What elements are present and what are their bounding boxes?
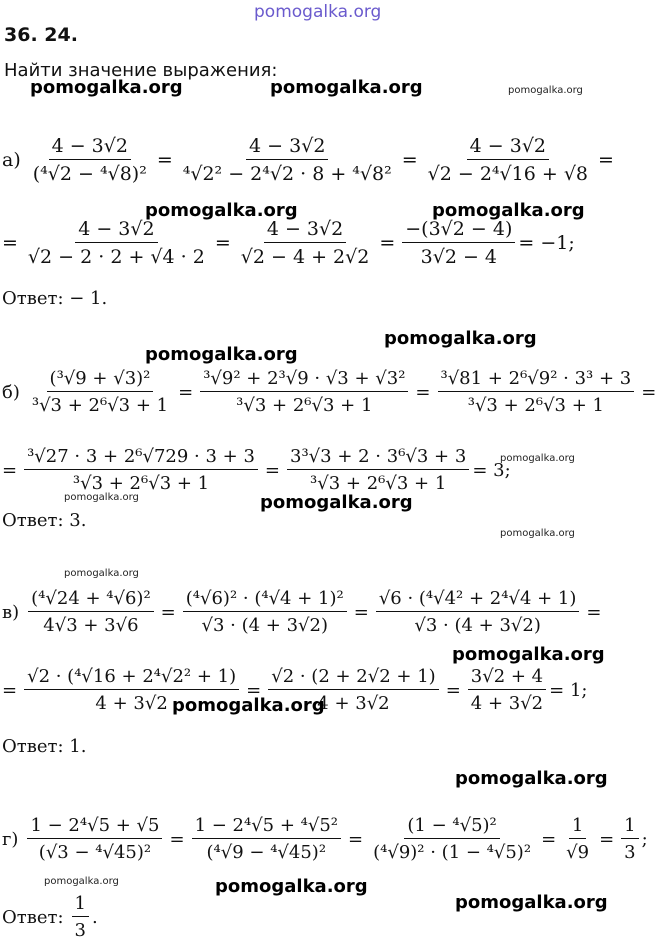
answer-v: Ответ: 1. (2, 736, 87, 757)
fraction (28, 588, 154, 636)
watermark: pomogalka.org (64, 492, 139, 503)
numerator: √6 · (⁴√4² + 2⁴√4 + 1) (376, 588, 580, 612)
watermark: pomogalka.org (270, 77, 423, 98)
denominator: 4 + 3√2 (95, 693, 168, 714)
problem-statement: Найти значение выражения: (4, 60, 278, 81)
numerator: √2 · (2 + 2√2 + 1) (268, 666, 438, 690)
part-g-line-1: г) $\frac{\text{1 − 2⁴√5 + √5}}{\text{(√3 − ⁴√45)²}}$ = $\frac{\text{1 − 2⁴√5 + ⁴√5²}}{\text{(⁴√9 − ⁴√45)²}}$ = $\frac{\text{(1 − ⁴√5)²}}{\text{(⁴√9)² · (1 − ⁴√5)²}}$ = $\frac{1}{√9}$ = $\frac{1}{3}$ ; (2, 815, 648, 863)
fraction (402, 218, 515, 268)
fraction (621, 815, 638, 863)
numerator: (⁴√6)² · (⁴√4 + 1)² (183, 588, 347, 612)
denominator: √2 − 2⁴√16 + √8 (427, 163, 589, 185)
watermark-top[interactable]: pomogalka.org (254, 2, 382, 22)
denominator: 3√2 − 4 (420, 246, 497, 268)
numerator: (³√9 + √3)² (47, 368, 154, 392)
answer-g (2, 893, 98, 941)
part-a-line-1: а) $\frac{4 - 3√2}{\text{(⁴√2 − ⁴√8)²}}$ = $\frac{4 - 3√2}{\text{⁴√2² − 2⁴√2 · 8 + ⁴√8²}}$ = $\frac{4 - 3√2}{\text{√2 − 2⁴√16 + √8}}$ = (2, 135, 614, 185)
denominator: 4 + 3√2 (317, 693, 390, 714)
problem-number: 36. 24. (4, 24, 78, 46)
part-label: а) (2, 149, 21, 171)
part-label: б) (2, 381, 20, 403)
fraction (25, 218, 208, 268)
part-a-line-2: = $\frac{4 - 3√2}{√2 - 2 \cdot 2 + √4 \cdot 2}$ = $\frac{4 - 3√2}{√2 - 4 + 2√2}$ = $\frac{-(3√2 - 4)}{3√2 - 4}$ = −1; (2, 218, 575, 268)
numerator: 1 − 2⁴√5 + ⁴√5² (192, 815, 341, 839)
result: = −1; (518, 232, 575, 254)
watermark: pomogalka.org (500, 453, 575, 464)
part-b-line-2: = $\frac{\text{³√27 · 3 + 2⁶√729 · 3 + 3}}{\text{³√3 + 2⁶√3 + 1}}$ = $\frac{\text{3³√3 + 2 · 3⁶√3 + 3}}{\text{³√3 + 2⁶√3 + 1}}$ = 3; (2, 446, 511, 494)
watermark: pomogalka.org (44, 876, 119, 887)
fraction (376, 588, 580, 636)
answer-b: Ответ: 3. (2, 510, 87, 531)
numerator: 3³√3 + 2 · 3⁶√3 + 3 (287, 446, 469, 470)
numerator: 4 − 3√2 (264, 218, 346, 243)
numerator: 3√2 + 4 (468, 666, 546, 690)
fraction (192, 815, 341, 863)
denominator: √2 − 4 + 2√2 (240, 246, 370, 268)
denominator: (⁴√2 − ⁴√8)² (32, 163, 147, 185)
denominator: (√3 − ⁴√45)² (38, 842, 152, 863)
numerator: 4 − 3√2 (75, 218, 157, 243)
watermark: pomogalka.org (455, 892, 608, 913)
denominator: 3 (624, 842, 636, 863)
denominator: ³√3 + 2⁶√3 + 1 (467, 395, 604, 416)
numerator: √2 · (⁴√16 + 2⁴√2² + 1) (24, 666, 239, 690)
denominator: ³√3 + 2⁶√3 + 1 (310, 473, 447, 494)
fraction (468, 666, 546, 714)
fraction (238, 218, 373, 268)
numerator: (⁴√24 + ⁴√6)² (28, 588, 154, 612)
answer-end: . (91, 906, 98, 928)
watermark: pomogalka.org (215, 876, 368, 897)
numerator: ³√81 + 2⁶√9² · 3³ + 3 (438, 368, 635, 392)
numerator: (1 − ⁴√5)² (404, 815, 499, 839)
fraction (72, 893, 89, 941)
part-label: г) (2, 828, 19, 850)
watermark: pomogalka.org (260, 492, 413, 513)
watermark: pomogalka.org (384, 328, 537, 349)
numerator: 4 − 3√2 (246, 135, 328, 160)
numerator: −(3√2 − 4) (402, 218, 515, 243)
fraction (200, 368, 408, 416)
watermark: pomogalka.org (30, 77, 183, 98)
watermark: pomogalka.org (145, 200, 298, 221)
result: = 1; (549, 679, 588, 701)
denominator: 3 (74, 920, 86, 941)
fraction (24, 446, 258, 494)
denominator: 4 + 3√2 (470, 693, 544, 714)
numerator: 1 (621, 815, 638, 839)
watermark: pomogalka.org (500, 528, 575, 539)
denominator: 4√3 + 3√6 (43, 615, 139, 636)
denominator: √3 · (4 + 3√2) (201, 615, 328, 636)
numerator: 1 (72, 893, 89, 917)
numerator: 4 − 3√2 (467, 135, 549, 160)
denominator: ³√3 + 2⁶√3 + 1 (31, 395, 169, 416)
watermark: pomogalka.org (508, 85, 583, 96)
numerator: 4 − 3√2 (49, 135, 131, 160)
watermark: pomogalka.org (172, 695, 325, 716)
part-b-line-1: б) $\frac{\text{(³√9 + √3)²}}{\text{³√3 + 2⁶√3 + 1}}$ = $\frac{\text{³√9² + 2³√9 · √3 + √3²}}{\text{³√3 + 2⁶√3 + 1}}$ = $\frac{\text{³√81 + 2⁶√9² · 3³ + 3}}{\text{³√3 + 2⁶√3 + 1}}$ = (2, 368, 657, 416)
fraction (370, 815, 534, 863)
watermark: pomogalka.org (145, 344, 298, 365)
fraction (29, 368, 171, 416)
part-v-line-2: = $\frac{\text{√2 · (⁴√16 + 2⁴√2² + 1)}}{4 + 3√2}$ = $\frac{√2 \cdot (2 + 2√2 + 1)}{4 + 3√2}$ = $\frac{3√2 + 4}{4 + 3√2}$ = 1; (2, 666, 588, 714)
part-v-line-1: в) $\frac{\text{(⁴√24 + ⁴√6)²}}{4√3 + 3√6}$ = $\frac{\text{(⁴√6)² · (⁴√4 + 1)²}}{√3 \cdot (4 + 3√2)}$ = $\frac{\text{√6 · (⁴√4² + 2⁴√4 + 1)}}{√3 \cdot (4 + 3√2)}$ = (2, 588, 602, 636)
watermark: pomogalka.org (64, 568, 139, 579)
result: = 3; (472, 459, 511, 481)
answer-label: Ответ: (2, 906, 64, 928)
denominator: √9 (566, 842, 590, 863)
fraction (287, 446, 469, 494)
result: ; (641, 828, 648, 850)
watermark: pomogalka.org (432, 200, 585, 221)
fraction (183, 588, 347, 636)
denominator: (⁴√9 − ⁴√45)² (206, 842, 327, 863)
answer-a: Ответ: − 1. (2, 288, 108, 309)
denominator: √2 − 2 · 2 + √4 · 2 (27, 246, 205, 268)
denominator: √3 · (4 + 3√2) (414, 615, 541, 636)
watermark: pomogalka.org (455, 768, 608, 789)
numerator: ³√9² + 2³√9 · √3 + √3² (200, 368, 408, 392)
fraction (425, 135, 591, 185)
denominator: (⁴√9)² · (1 − ⁴√5)² (373, 842, 532, 863)
fraction (438, 368, 635, 416)
fraction (563, 815, 592, 863)
fraction (30, 135, 150, 185)
watermark: pomogalka.org (452, 644, 605, 665)
numerator: 1 (569, 815, 586, 839)
part-label: в) (2, 601, 20, 623)
numerator: ³√27 · 3 + 2⁶√729 · 3 + 3 (24, 446, 258, 470)
fraction (27, 815, 162, 863)
denominator: ⁴√2² − 2⁴√2 · 8 + ⁴√8² (182, 163, 392, 185)
numerator: 1 − 2⁴√5 + √5 (27, 815, 162, 839)
denominator: ³√3 + 2⁶√3 + 1 (72, 473, 210, 494)
fraction (180, 135, 395, 185)
denominator: ³√3 + 2⁶√3 + 1 (236, 395, 373, 416)
